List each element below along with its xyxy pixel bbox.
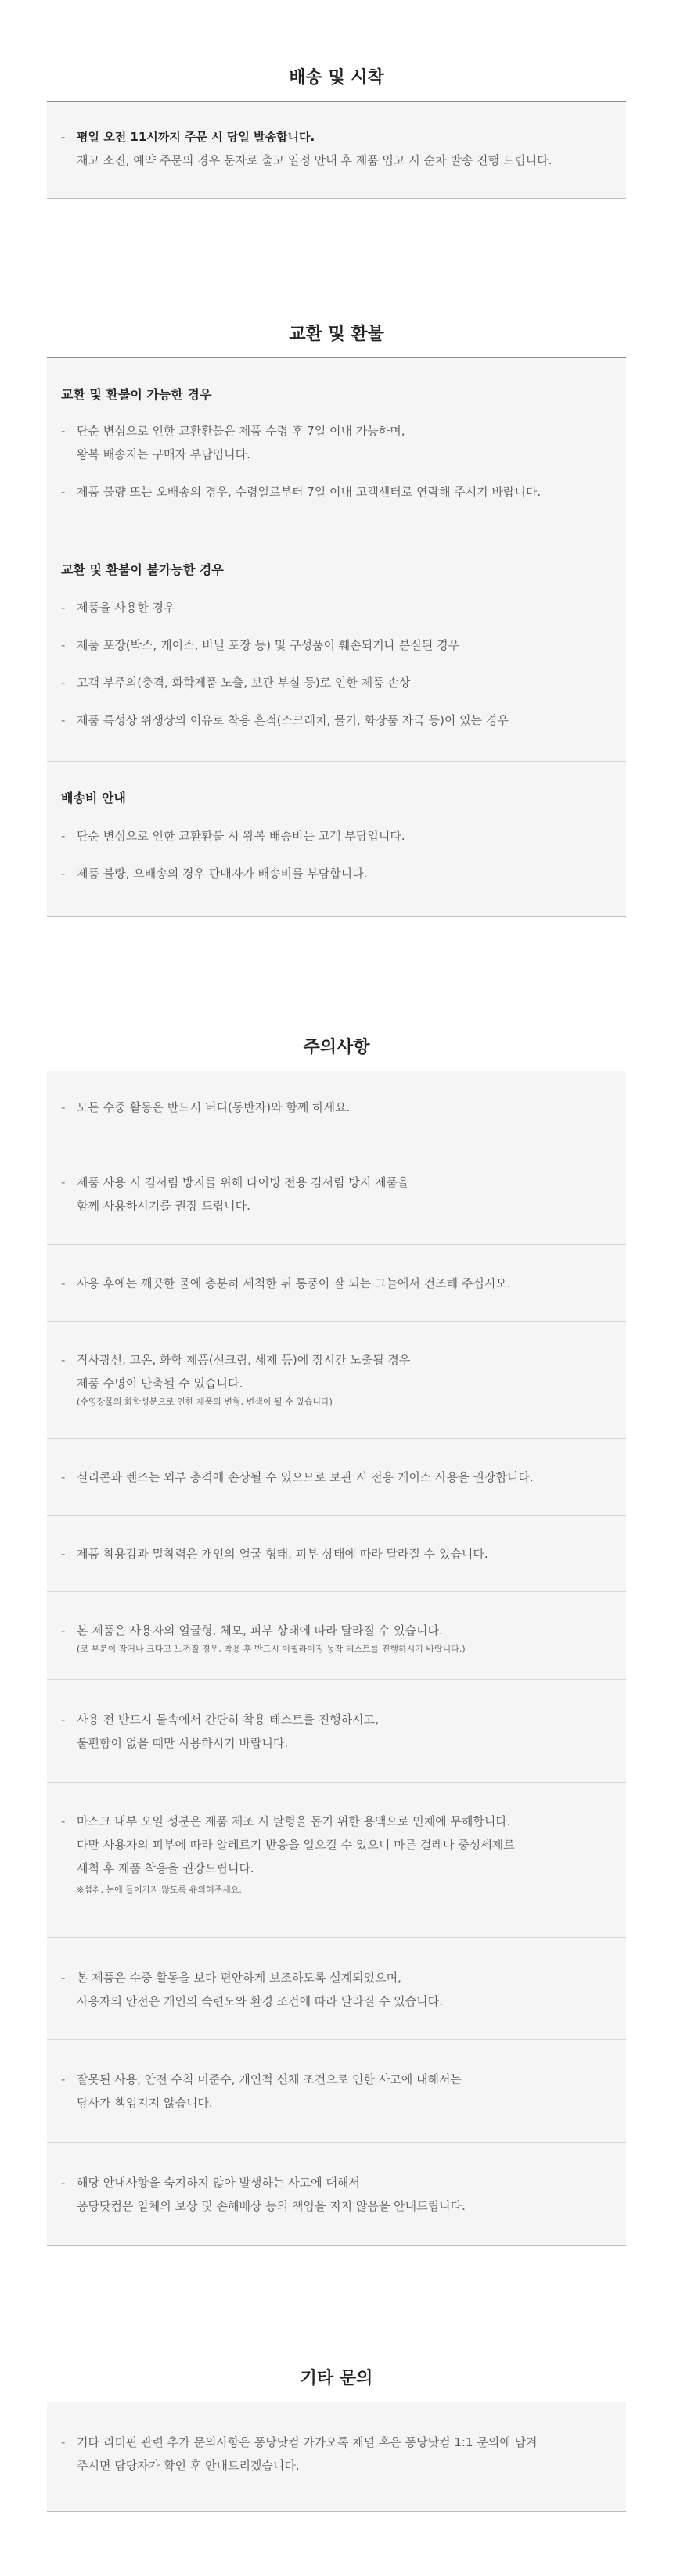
list-item: - 모든 수중 활동은 반드시 버디(동반자)와 함께 하세요. <box>61 1100 351 1114</box>
shipping-block <box>47 102 626 199</box>
caution-block <box>47 1516 626 1592</box>
list-item: - 고객 부주의(충격, 화학제품 노출, 보관 부실 등)로 인한 제품 손상 <box>61 676 411 690</box>
list-item: - 제품 불량 또는 오배송의 경우, 수령일로부터 7일 이내 고객센터로 연락해 주시기 바랍니다. <box>61 485 542 499</box>
caution-block <box>47 1938 626 2040</box>
section-title: 주의사항 <box>47 1021 626 1071</box>
caution-block <box>47 1143 626 1245</box>
list-item: - 실리콘과 렌즈는 외부 충격에 손상될 수 있으므로 보관 시 전용 케이스 사용을 권장합니다. <box>61 1470 534 1484</box>
list-item: - 제품 불량, 오배송의 경우 판매자가 배송비를 부담합니다. <box>61 866 368 881</box>
caution-block <box>47 2040 626 2143</box>
list-item: - 평일 오전 11시까지 주문 시 당일 발송합니다. 재고 소진, 예약 주문의 경우 문자로 출고 일정 안내 후 제품 입고 시 순차 발송 진행 드립니다. <box>61 130 552 167</box>
list-item: - 제품 사용 시 김서림 방지를 위해 다이빙 전용 김서림 방지 제품을 함께 사용하시기를 권장 드립니다. <box>61 1175 409 1213</box>
list-item: - 잘못된 사용, 안전 수칙 미준수, 개인적 신체 조건으로 인한 사고에 대해서는 당사가 책임지지 않습니다. <box>61 2072 462 2110</box>
inquiry-section <box>47 2352 626 2512</box>
caution-block <box>47 1783 626 1938</box>
caution-block <box>47 1592 626 1680</box>
section-title: 교환 및 환불 <box>47 308 626 358</box>
shipping-section <box>47 52 626 199</box>
caution-block <box>47 1439 626 1516</box>
list-item: - 제품 착용감과 밀착력은 개인의 얼굴 형태, 피부 상태에 따라 달라질 수 있습니다. <box>61 1547 488 1561</box>
exchange-section <box>47 308 626 917</box>
list-item: - 단순 변심으로 인한 교환환불은 제품 수령 후 7일 이내 가능하며, 왕복 배송지는 구매자 부담입니다. <box>61 424 405 461</box>
subheading: 교환 및 환불이 불가능한 경우 <box>61 562 224 577</box>
list-item: - 제품 포장(박스, 케이스, 비닐 포장 등) 및 구성품이 훼손되거나 분실된 경우 <box>61 638 460 652</box>
section-title: 배송 및 시착 <box>47 52 626 102</box>
list-item: - 제품 특성상 위생상의 이유로 착용 흔적(스크래치, 물기, 화장품 자국 등)이 있는 경우 <box>61 713 509 727</box>
list-item: - 기타 리더핀 관련 추가 문의사항은 퐁당닷컴 카카오톡 채널 혹은 퐁당닷컴 1:1 문의에 남겨 주시면 담당자가 확인 후 안내드리겠습니다. <box>61 2435 538 2473</box>
exchange-impossible-block <box>47 533 626 762</box>
section-title: 기타 문의 <box>47 2352 626 2402</box>
list-item: - 본 제품은 사용자의 얼굴형, 체모, 피부 상태에 따라 달라질 수 있습니다. (코 부분이 작거나 크다고 느껴질 경우, 착용 후 반드시 이퀄라이징 동작 테스트를 진행하시기 바랍니다.) <box>61 1623 466 1654</box>
shipping-fee-block <box>47 762 626 917</box>
exchange-possible-block <box>47 358 626 533</box>
subheading: 교환 및 환불이 가능한 경우 <box>61 387 212 402</box>
list-item: - 사용 전 반드시 물속에서 간단히 착용 테스트를 진행하시고, 불편함이 없을 때만 사용하시기 바랍니다. <box>61 1713 379 1750</box>
caution-block <box>47 1245 626 1322</box>
list-item: - 마스크 내부 오일 성분은 제품 제조 시 탈형을 돕기 위한 용액으로 인체에 무해합니다. 다만 사용자의 피부에 따라 알레르기 반응을 일으킬 수 있으니 마른 걸레나 중성세제로 세척 후 제품 착용을 권장드립니다. ※섭취, 눈에 들어가지 않도록 유의해주세요. <box>61 1814 515 1895</box>
caution-block <box>47 1680 626 1783</box>
list-item: - 해당 안내사항을 숙지하지 않아 발생하는 사고에 대해서 퐁당닷컴은 일체의 보상 및 손해배상 등의 책임을 지지 않음을 안내드립니다. <box>61 2176 466 2213</box>
list-item: - 사용 후에는 깨끗한 물에 충분히 세척한 뒤 통풍이 잘 되는 그늘에서 건조해 주십시오. <box>61 1276 511 1290</box>
list-item: - 제품을 사용한 경우 <box>61 601 175 615</box>
caution-block <box>47 2143 626 2246</box>
list-item: - 단순 변심으로 인한 교환환불 시 왕복 배송비는 고객 부담입니다. <box>61 829 405 843</box>
list-item: - 본 제품은 수중 활동을 보다 편안하게 보조하도록 설계되었으며, 사용자의 안전은 개인의 숙련도와 환경 조건에 따라 달라질 수 있습니다. <box>61 1971 443 2008</box>
list-item: - 직사광선, 고온, 화학 제품(선크림, 세제 등)에 장시간 노출될 경우 제품 수명이 단축될 수 있습니다. (수영장물의 화학성분으로 인한 제품의 변형, 변색이 될 수 있습니다) <box>61 1353 411 1407</box>
caution-block <box>47 1322 626 1439</box>
inquiry-block <box>47 2402 626 2512</box>
caution-block <box>47 1071 626 1143</box>
subheading: 배송비 안내 <box>61 791 126 805</box>
caution-section <box>47 1021 626 2246</box>
